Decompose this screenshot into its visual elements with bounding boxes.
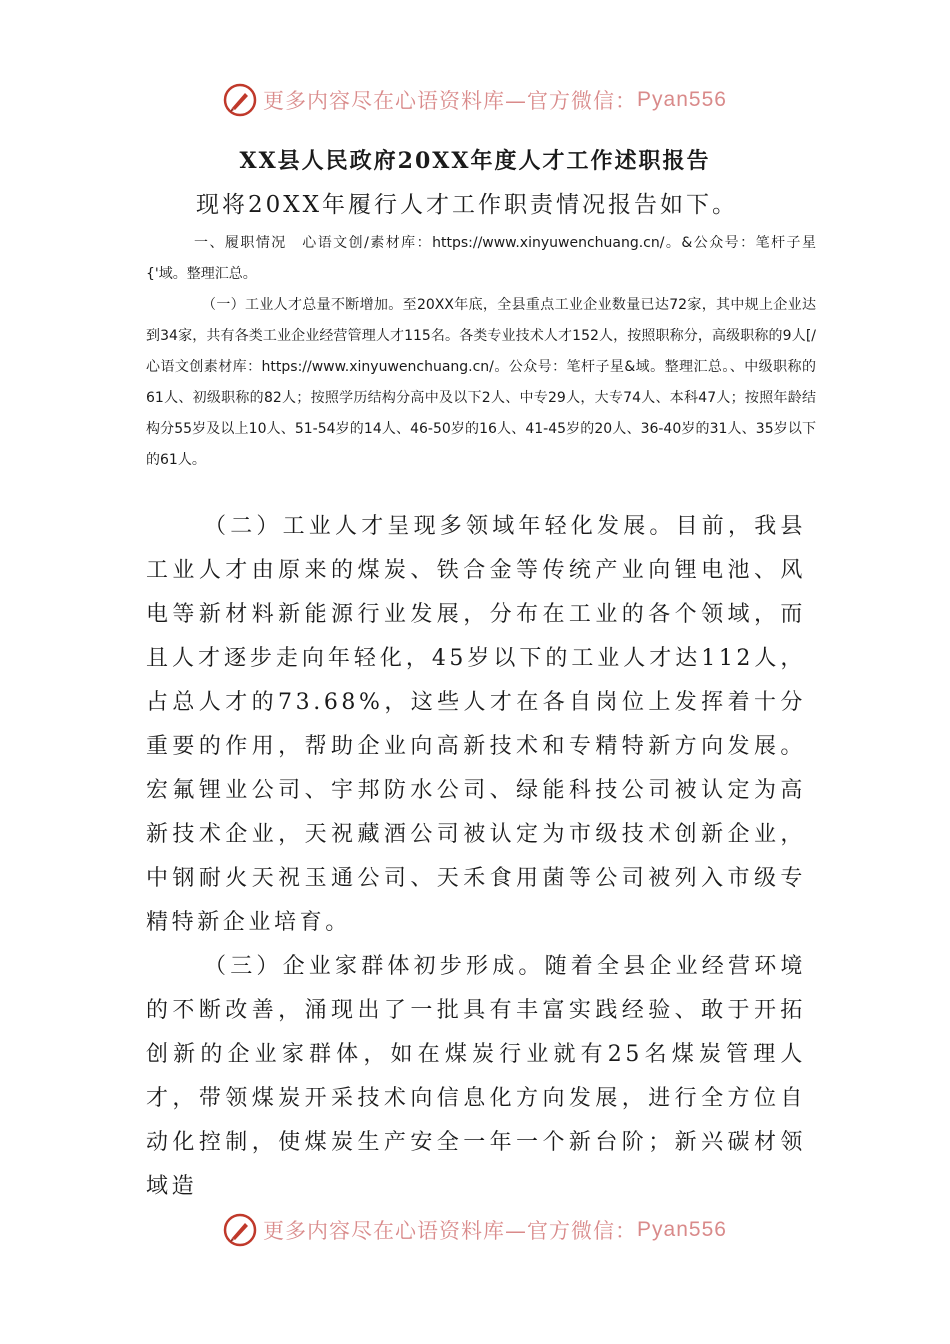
section-heading: 一、履职情况 心语文创/素材库：https://www.xinyuwenchuang.cn/。&公众号：笔杆子星{'域。整理汇总。 bbox=[146, 235, 816, 282]
banner-label: 更多内容尽在心语资料库—官方微信： bbox=[263, 89, 638, 113]
paragraph-talent-total: （一）工业人才总量不断增加。至20XX年底，全县重点工业企业数量已达72家，其中规上企业达到34家，共有各类工业企业经营管理人才115名。各类专业技术人才152人，按照职称分，高级职称的9人[/心语文创素材库：https://www.xinyuwenchuang.cn/。公众号：笔杆子星&域。整理汇总。、中级职称的61人、初级职称的82人；按照学历结构分高中及以下2人、中专29人，大专74人、本科47人；按照年龄结构分55岁及以上10人、51-54岁的14人、46-50岁的16人、41-45岁的20人、36-40岁的31人、35岁以下的61人。 bbox=[146, 297, 816, 468]
footer-banner bbox=[0, 1210, 950, 1250]
pen-logo-icon bbox=[223, 83, 257, 117]
banner-label: 更多内容尽在心语资料库—官方微信： bbox=[263, 1219, 638, 1243]
pen-logo-icon bbox=[223, 1213, 257, 1247]
paragraph-entrepreneurs: （三）企业家群体初步形成。随着全县企业经营环境的不断改善，涌现出了一批具有丰富实践经验、敢于开拓创新的企业家群体，如在煤炭行业就有25名煤炭管理人才，带领煤炭开采技术向信息化方向发展，进行全方位自动化控制，使煤炭生产安全一年一个新台阶；新兴碳材领域造 bbox=[146, 954, 806, 1199]
document-title: XX县人民政府20XX年度人才工作述职报告 bbox=[239, 148, 711, 174]
banner-wechat-id: Pyan556 bbox=[637, 88, 727, 111]
intro-line: 现将20XX年履行人才工作职责情况报告如下。 bbox=[196, 192, 739, 218]
paragraph-talent-young: （二）工业人才呈现多领域年轻化发展。目前，我县工业人才由原来的煤炭、铁合金等传统产业向锂电池、风电等新材料新能源行业发展，分布在工业的各个领域，而且人才逐步走向年轻化，45岁以下的工业人才达112人，占总人才的73.68%，这些人才在各自岗位上发挥着十分重要的作用，帮助企业向高新技术和专精特新方向发展。宏氟锂业公司、宇邦防水公司、绿能科技公司被认定为高新技术企业，天祝藏酒公司被认定为市级技术创新企业，中钢耐火天祝玉通公司、天禾食用菌等公司被列入市级专精特新企业培育。 bbox=[146, 514, 806, 935]
banner-wechat-id: Pyan556 bbox=[637, 1218, 727, 1241]
header-banner bbox=[0, 80, 950, 120]
